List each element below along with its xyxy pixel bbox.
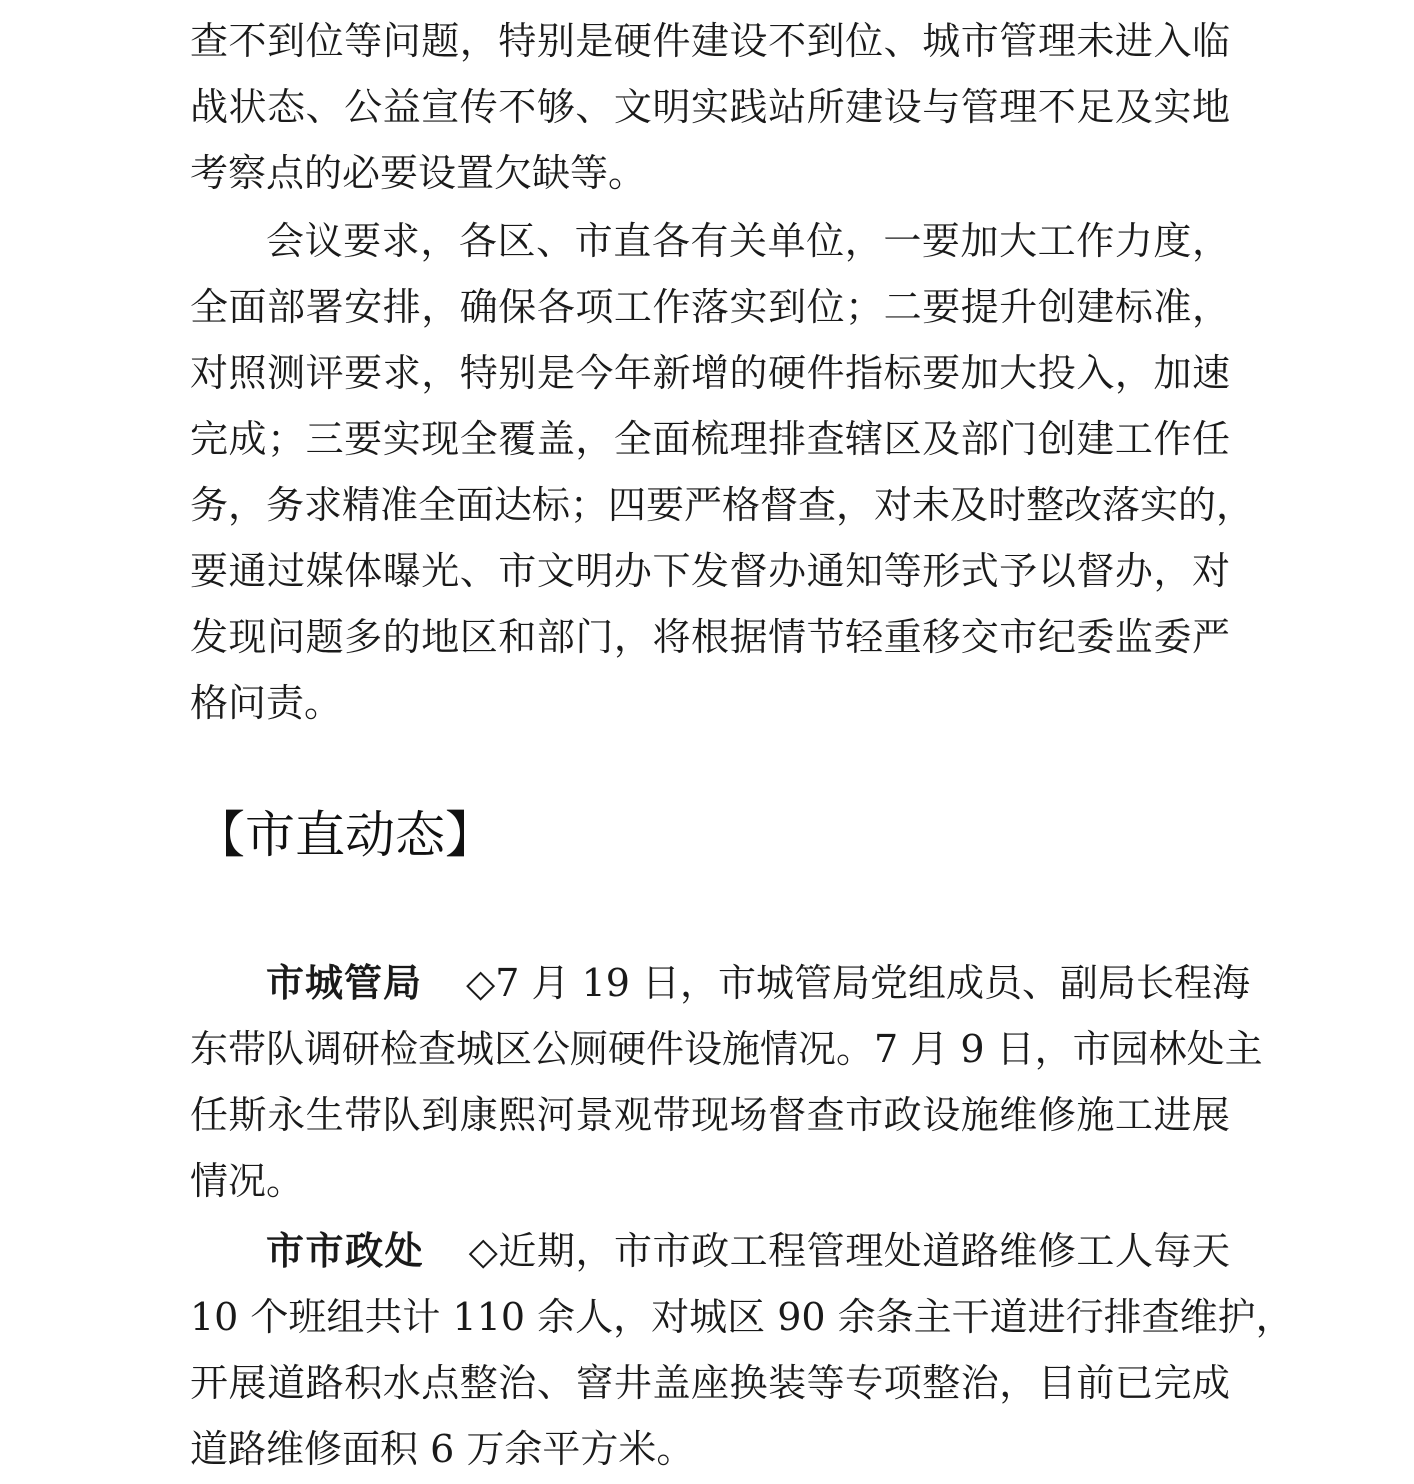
text-line: 任斯永生带队到康熙河景观带现场督查市政设施维修施工进展 (190, 1093, 1230, 1137)
intro-paragraph (190, 8, 1230, 206)
unit-name: 市市政处 (266, 1229, 425, 1273)
text-line: 全面部署安排，确保各项工作落实到位；二要提升创建标准， (190, 285, 1230, 329)
text-line: 考察点的必要设置欠缺等。 (190, 151, 647, 195)
text-line: 会议要求，各区、市直各有关单位，一要加大工作力度， (266, 219, 1230, 263)
text-line: 道路维修面积 6 万余平方米。 (190, 1427, 695, 1471)
news-item-text: ◇近期，市市政工程管理处道路维修工人每天 (468, 1229, 1230, 1273)
news-item-city-management (190, 950, 1263, 1214)
section-heading: 【市直动态】 (195, 806, 495, 864)
unit-name: 市城管局 (266, 961, 423, 1005)
text-line: 10 个班组共计 110 余人，对城区 90 余条主干道进行排查维护， (190, 1295, 1294, 1339)
text-line: 务，务求精准全面达标；四要严格督查，对未及时整改落实的， (190, 483, 1255, 527)
text-line: 情况。 (190, 1159, 305, 1203)
text-line: 东带队调研检查城区公厕硬件设施情况。7 月 9 日，市园林处主 (190, 1027, 1263, 1071)
news-item-text: ◇7 月 19 日，市城管局党组成员、副局长程海 (466, 961, 1251, 1005)
text-line: 格问责。 (190, 681, 343, 725)
text-line: 战状态、公益宣传不够、文明实践站所建设与管理不足及实地 (190, 85, 1230, 129)
text-line: 查不到位等问题，特别是硬件建设不到位、城市管理未进入临 (190, 19, 1230, 63)
requirements-paragraph (190, 208, 1255, 736)
text-line: 要通过媒体曝光、市文明办下发督办通知等形式予以督办，对 (190, 549, 1230, 593)
news-item-first-line (190, 950, 1251, 1016)
news-item-municipal (190, 1218, 1294, 1482)
text-line: 对照测评要求，特别是今年新增的硬件指标要加大投入，加速 (190, 351, 1230, 395)
text-line: 开展道路积水点整治、窨井盖座换装等专项整治，目前已完成 (190, 1361, 1230, 1405)
text-line: 发现问题多的地区和部门，将根据情节轻重移交市纪委监委严 (190, 615, 1230, 659)
news-item-first-line (190, 1218, 1230, 1284)
text-line: 完成；三要实现全覆盖，全面梳理排查辖区及部门创建工作任 (190, 417, 1230, 461)
